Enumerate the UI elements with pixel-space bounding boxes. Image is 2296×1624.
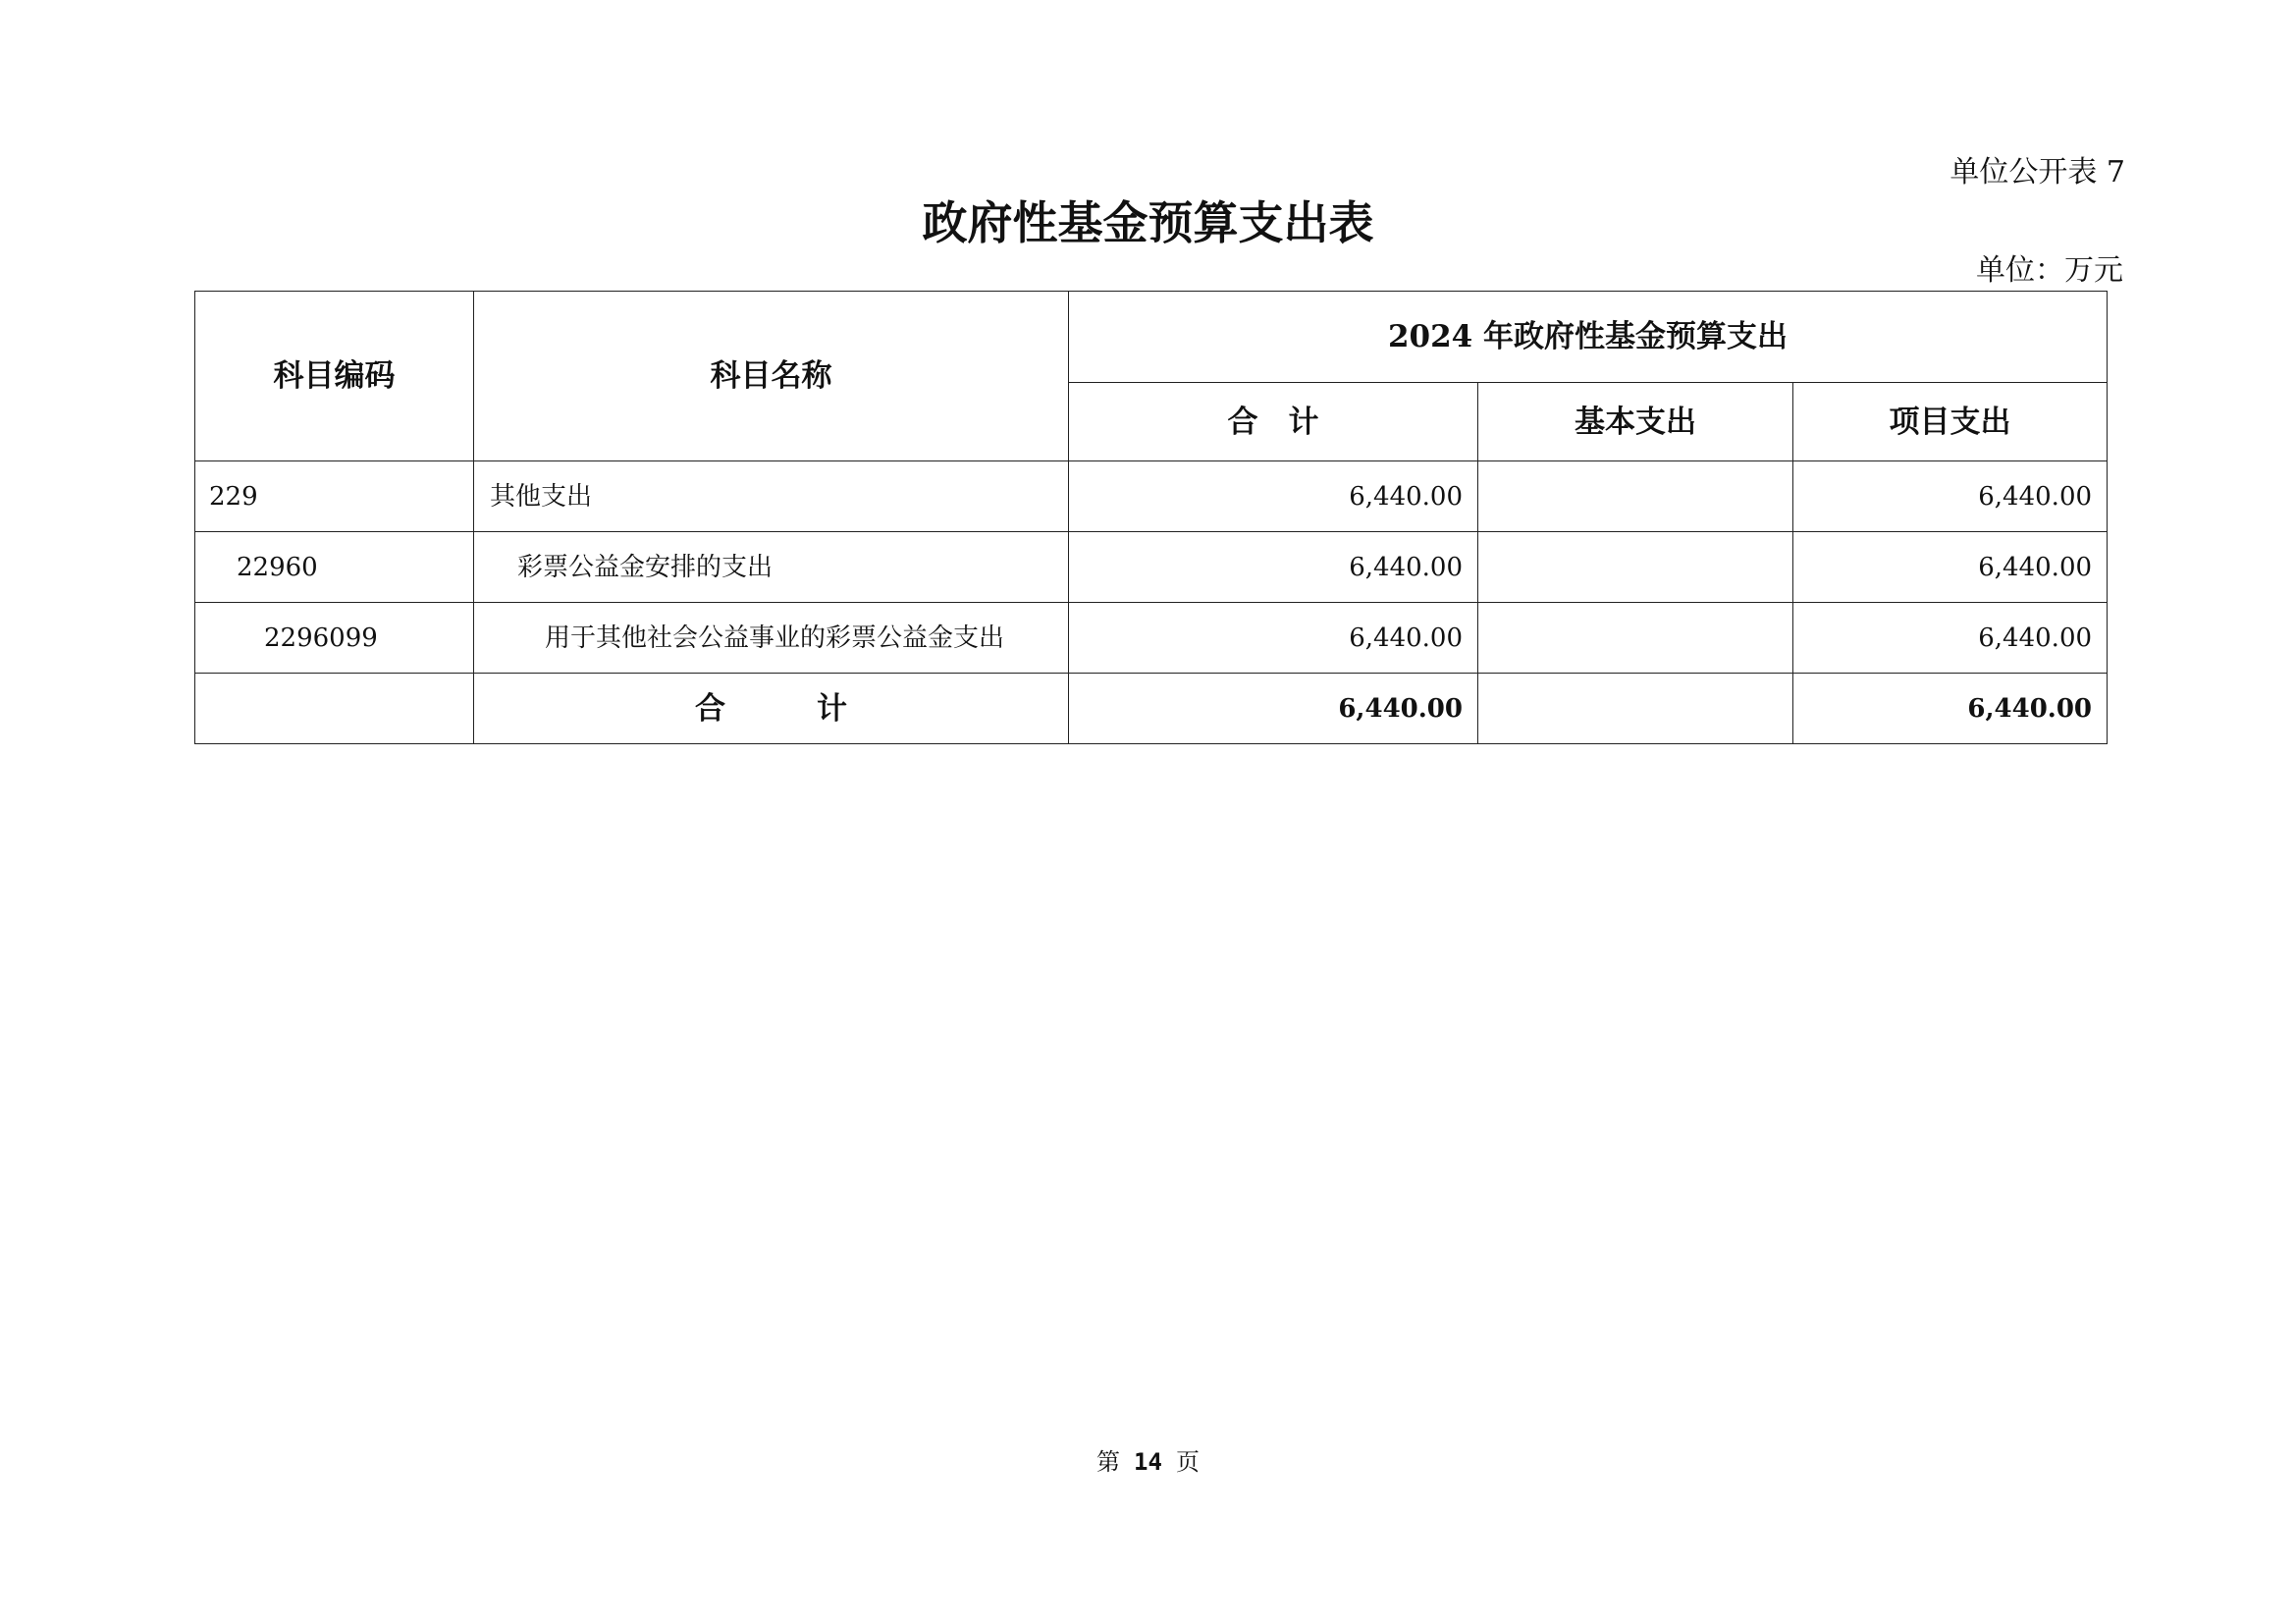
- column-header-total: 合 计: [1069, 383, 1478, 461]
- row-name: 其他支出: [474, 461, 1069, 532]
- page-prefix: 第: [1096, 1448, 1121, 1476]
- column-header-project: 项目支出: [1793, 383, 2108, 461]
- table-row: [195, 461, 2108, 532]
- row-name: 用于其他社会公益事业的彩票公益金支出: [474, 603, 1069, 674]
- row-project: 6,440.00: [1793, 532, 2108, 603]
- column-header-name: 科目名称: [474, 292, 1069, 461]
- header-row-1: [195, 292, 2108, 383]
- column-header-code: 科目编码: [195, 292, 474, 461]
- budget-table: [194, 291, 2108, 744]
- page-suffix: 页: [1175, 1448, 1200, 1476]
- row-basic: [1478, 603, 1793, 674]
- total-row: [195, 674, 2108, 744]
- row-total: 6,440.00: [1069, 532, 1478, 603]
- total-code: [195, 674, 474, 744]
- total-project: 6,440.00: [1793, 674, 2108, 744]
- total-basic: [1478, 674, 1793, 744]
- row-code: 22960: [195, 532, 474, 603]
- row-code: 2296099: [195, 603, 474, 674]
- row-basic: [1478, 532, 1793, 603]
- row-basic: [1478, 461, 1793, 532]
- row-total: 6,440.00: [1069, 461, 1478, 532]
- row-code: 229: [195, 461, 474, 532]
- page-title: 政府性基金预算支出表: [922, 196, 1374, 249]
- unit-label: 单位：万元: [1976, 253, 2123, 288]
- page-footer: [0, 1447, 2296, 1477]
- row-total: 6,440.00: [1069, 603, 1478, 674]
- column-header-basic: 基本支出: [1478, 383, 1793, 461]
- row-project: 6,440.00: [1793, 461, 2108, 532]
- table-row: [195, 603, 2108, 674]
- row-project: 6,440.00: [1793, 603, 2108, 674]
- row-name: 彩票公益金安排的支出: [474, 532, 1069, 603]
- column-group-header: 2024 年政府性基金预算支出: [1069, 292, 2108, 383]
- table-row: [195, 532, 2108, 603]
- total-amount: 6,440.00: [1069, 674, 1478, 744]
- page-number: 14: [1134, 1448, 1162, 1476]
- form-number: 单位公开表 7: [1949, 155, 2125, 189]
- total-label: 合 计: [474, 674, 1069, 744]
